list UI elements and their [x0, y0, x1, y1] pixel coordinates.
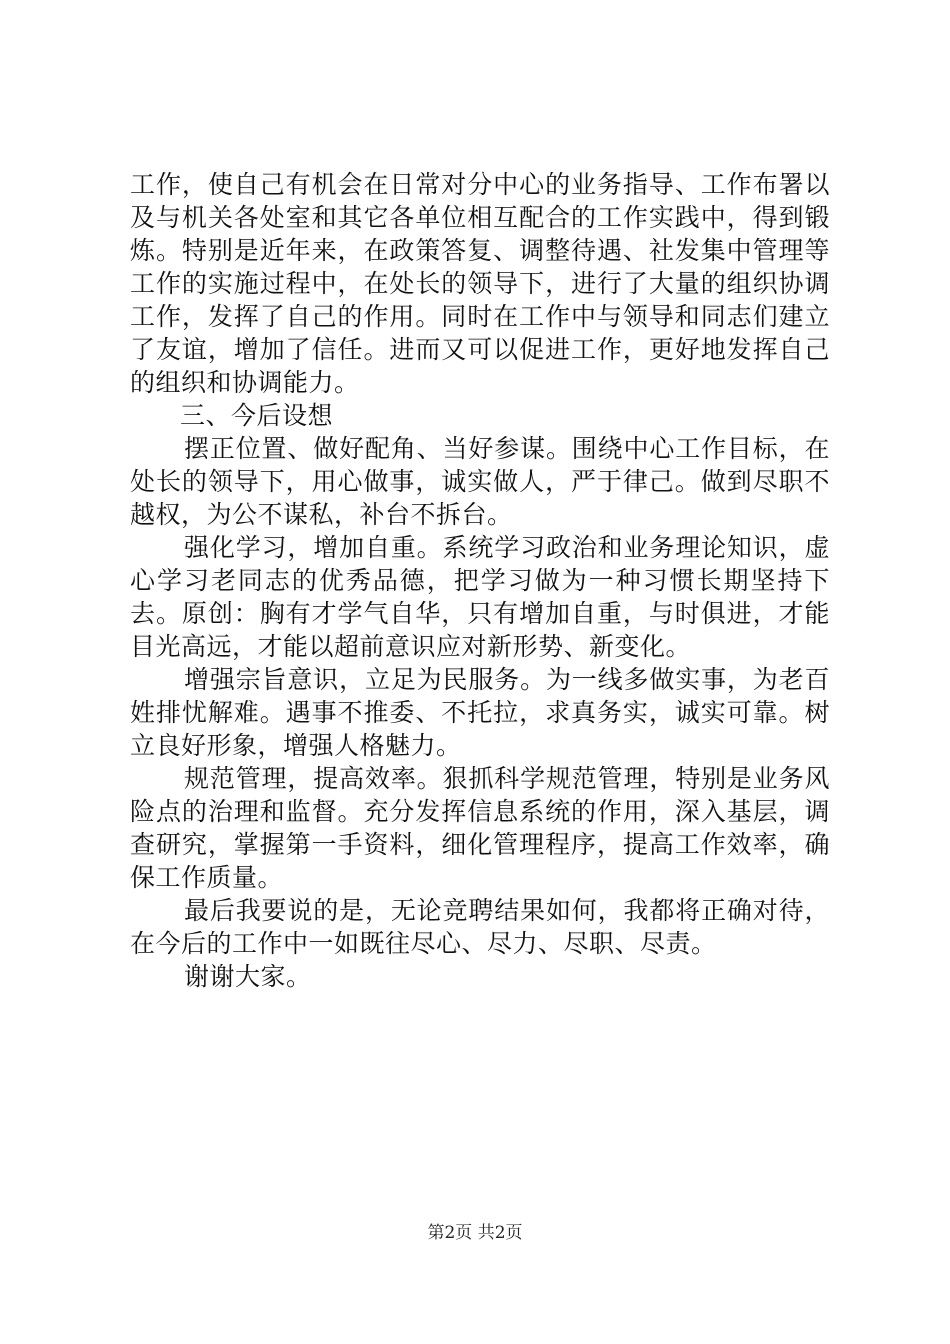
paragraph-closing: 最后我要说的是，无论竞聘结果如何，我都将正确对待，在今后的工作中一如既往尽心、尽力、尽职、尽责。: [130, 896, 830, 958]
paragraph-study: 强化学习，增加自重。系统学习政治和业务理论知识，虚心学习老同志的优秀品德，把学习做为一种习惯长期坚持下去。原创：胸有才学气自华，只有增加自重，与时俱进，才能目光高远，才能以超前意识应对新形势、新变化。: [130, 533, 830, 661]
paragraph-service: 增强宗旨意识，立足为民服务。为一线多做实事，为老百姓排忧解难。遇事不推委、不托拉，求真务实，诚实可靠。树立良好形象，增强人格魅力。: [130, 665, 830, 760]
page-number-footer: 第2页 共2页: [427, 1223, 523, 1243]
paragraph-thanks: 谢谢大家。: [184, 962, 312, 991]
paragraph-continuation: 工作，使自己有机会在日常对分中心的业务指导、工作布署以及与机关各处室和其它各单位相互配合的工作实践中，得到锻炼。特别是近年来，在政策答复、调整待遇、社发集中管理等工作的实施过程中，在处长的领导下，进行了大量的组织协调工作，发挥了自己的作用。同时在工作中与领导和同志们建立了友谊，增加了信任。进而又可以促进工作，更好地发挥自己的组织和协调能力。: [130, 170, 830, 397]
document-body: [130, 168, 830, 993]
paragraph-positioning: 摆正位置、做好配角、当好参谋。围绕中心工作目标，在处长的领导下，用心做事，诚实做人，严于律己。做到尽职不越权，为公不谋私，补台不拆台。: [130, 434, 830, 529]
section-heading: 三、今后设想: [180, 401, 334, 430]
paragraph-management: 规范管理，提高效率。狠抓科学规范管理，特别是业务风险点的治理和监督。充分发挥信息系统的作用，深入基层，调查研究，掌握第一手资料，细化管理程序，提高工作效率，确保工作质量。: [130, 764, 830, 892]
